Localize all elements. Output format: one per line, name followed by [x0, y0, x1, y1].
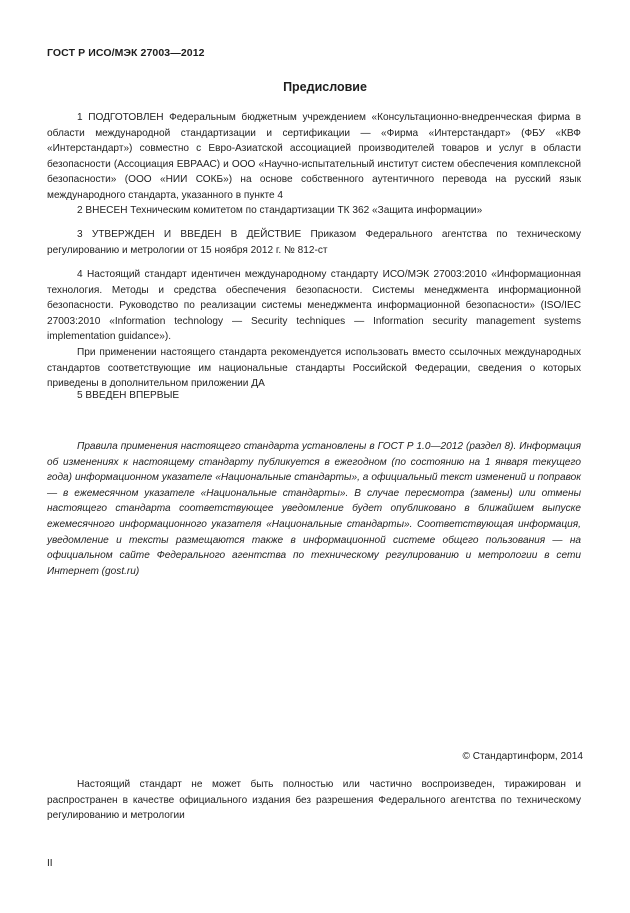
item-5-block	[47, 388, 581, 404]
item-2-text: 2 ВНЕСЕН Техническим комитетом по стандартизации ТК 362 «Защита информации»	[77, 205, 483, 216]
notice-text: Правила применения настоящего стандарта установлены в ГОСТ Р 1.0—2012 (раздел 8). Информация об изменениях к настоящему стандарту публикуется в ежегодном (по состоянию на 1 января текущего года) информационном указателе «Национальные стандарты», а официальный текст изменений и поправок — в ежемесячном указателе «Национальные стандарты». В случае пересмотра (замены) или отмены настоящего стандарта соответствующее уведомление будет опубликовано в ближайшем выпуске ежемесячного информационного указателя «Национальные стандарты». Соответствующая информация, уведомление и тексты размещаются также в информационной системе общего пользования — на официальном сайте Федерального агентства по техническому регулированию и метрологии в сети Интернет (gost.ru)	[47, 441, 581, 577]
document-header: ГОСТ Р ИСО/МЭК 27003—2012	[47, 47, 205, 59]
item-4-text: 4 Настоящий стандарт идентичен международному стандарту ИСО/МЭК 27003:2010 «Информационная технология. Методы и средства обеспечения безопасности. Системы менеджмента информационной безопасности. Руководство по реализации системы менеджмента информационной безопасности» (ISO/IEC 27003:2010 «Information technology — Security techniques — Information security management systems implementation guidance»).	[47, 269, 581, 343]
item-1-text: 1 ПОДГОТОВЛЕН Федеральным бюджетным учреждением «Консультационно-внедренческая фирма в области международной стандартизации и сертификации — «Фирма «Интерстандарт» (ФБУ «КВФ «Интерстандарт») совместно с Евро-Азиатской ассоциацией производителей товаров и услуг в области безопасности (Ассоциация ЕВРААС) и ООО «Научно-испытательный институт систем обеспечения комплексной безопасности» (ООО «НИИ СОКБ») на основе собственного аутентичного перевода на русский язык международного стандарта, указанного в пункте 4	[47, 112, 581, 201]
notice-block	[47, 439, 581, 579]
reproduction-block	[47, 777, 581, 824]
reproduction-text: Настоящий стандарт не может быть полностью или частично воспроизведен, тиражирован и распространен в качестве официального издания без разрешения Федерального агентства по техническому регулированию и метрологии	[47, 779, 581, 822]
item-4-note-text: При применении настоящего стандарта рекомендуется использовать вместо ссылочных международных стандартов соответствующие им национальные стандарты Российской Федерации, сведения о которых приведены в дополнительном приложении ДА	[47, 346, 581, 390]
page-number: II	[47, 858, 53, 869]
item-5-text: 5 ВВЕДЕН ВПЕРВЫЕ	[77, 390, 180, 401]
item-4-block	[47, 267, 581, 392]
item-1-block	[47, 110, 581, 204]
item-3-text: 3 УТВЕРЖДЕН И ВВЕДЕН В ДЕЙСТВИЕ Приказом Федерального агентства по техническому регулированию и метрологии от 15 ноября 2012 г. № 812-ст	[47, 229, 581, 256]
copyright-text: © Стандартинформ, 2014	[462, 751, 583, 762]
item-2-block	[47, 203, 581, 219]
page-title: Предисловие	[283, 80, 367, 94]
item-3-block	[47, 227, 581, 258]
